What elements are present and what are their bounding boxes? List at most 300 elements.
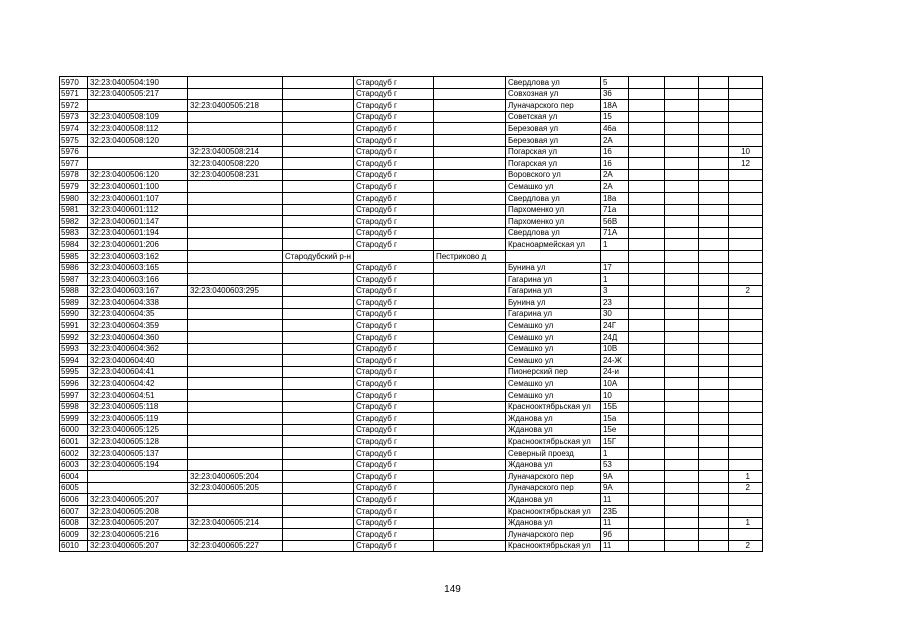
table-cell	[628, 100, 664, 112]
table-cell	[728, 123, 762, 135]
table-cell	[628, 529, 664, 541]
table-cell: 2А	[600, 181, 628, 193]
table-cell: 32:23:0400605:216	[88, 529, 188, 541]
table-cell: 32:23:0400605:207	[88, 517, 188, 529]
table-cell	[433, 274, 505, 286]
table-cell	[283, 146, 354, 158]
table-cell	[698, 366, 728, 378]
table-cell: 24Г	[600, 320, 628, 332]
table-row	[60, 134, 763, 146]
table-cell	[628, 459, 664, 471]
table-cell: Советская ул	[505, 111, 600, 123]
table-cell	[728, 308, 762, 320]
table-cell: 6007	[60, 505, 88, 517]
table-row	[60, 250, 763, 262]
table-cell: 18а	[600, 192, 628, 204]
table-cell	[698, 424, 728, 436]
table-cell: 32:23:0400604:362	[88, 343, 188, 355]
table-row	[60, 100, 763, 112]
table-cell: Свердлова ул	[505, 192, 600, 204]
table-row	[60, 413, 763, 425]
table-row	[60, 123, 763, 135]
table-cell: 32:23:0400505:217	[88, 88, 188, 100]
table-cell	[188, 343, 283, 355]
table-cell	[188, 529, 283, 541]
table-cell	[698, 297, 728, 309]
table-cell	[628, 343, 664, 355]
table-cell: 32:23:0400605:194	[88, 459, 188, 471]
table-cell: 2А	[600, 169, 628, 181]
table-cell	[628, 424, 664, 436]
table-cell: 11	[600, 494, 628, 506]
table-row	[60, 320, 763, 332]
table-row	[60, 88, 763, 100]
table-cell: 32:23:0400603:166	[88, 274, 188, 286]
table-row	[60, 181, 763, 193]
table-row	[60, 239, 763, 251]
table-cell: Стародуб г	[353, 413, 433, 425]
table-cell: 5992	[60, 332, 88, 344]
table-cell: 6010	[60, 540, 88, 552]
table-cell	[283, 227, 354, 239]
table-cell	[664, 123, 698, 135]
table-cell	[664, 355, 698, 367]
table-cell: Свердлова ул	[505, 77, 600, 89]
table-cell	[628, 540, 664, 552]
table-cell: Воровского ул	[505, 169, 600, 181]
table-cell	[283, 517, 354, 529]
table-cell	[628, 482, 664, 494]
table-row	[60, 424, 763, 436]
table-cell	[433, 204, 505, 216]
table-cell: 32:23:0400605:137	[88, 448, 188, 460]
table-cell	[664, 227, 698, 239]
table-cell	[698, 77, 728, 89]
table-cell: Стародуб г	[353, 146, 433, 158]
table-row	[60, 529, 763, 541]
table-cell	[433, 77, 505, 89]
table-cell	[283, 424, 354, 436]
table-cell: 6002	[60, 448, 88, 460]
table-cell: 9А	[600, 471, 628, 483]
table-cell	[698, 401, 728, 413]
table-cell	[188, 378, 283, 390]
table-cell	[664, 297, 698, 309]
table-cell	[283, 216, 354, 228]
table-row	[60, 471, 763, 483]
table-cell	[283, 123, 354, 135]
table-cell: Семашко ул	[505, 181, 600, 193]
table-row	[60, 505, 763, 517]
table-cell	[664, 529, 698, 541]
table-cell: Семашко ул	[505, 343, 600, 355]
table-row	[60, 390, 763, 402]
table-cell	[283, 390, 354, 402]
table-cell	[728, 436, 762, 448]
table-cell	[628, 355, 664, 367]
table-cell: Жданова ул	[505, 459, 600, 471]
table-cell: Совхозная ул	[505, 88, 600, 100]
table-cell: Стародуб г	[353, 308, 433, 320]
table-cell: Луначарского пер	[505, 482, 600, 494]
table-cell	[283, 181, 354, 193]
table-cell	[664, 88, 698, 100]
table-cell	[728, 355, 762, 367]
table-cell: 32:23:0400604:360	[88, 332, 188, 344]
table-cell: Стародуб г	[353, 192, 433, 204]
table-cell: 5978	[60, 169, 88, 181]
table-cell: 23	[600, 297, 628, 309]
table-cell	[628, 320, 664, 332]
table-cell	[698, 192, 728, 204]
table-cell	[628, 436, 664, 448]
table-cell: 6009	[60, 529, 88, 541]
table-cell: 10В	[600, 343, 628, 355]
table-row	[60, 297, 763, 309]
table-cell: 5994	[60, 355, 88, 367]
table-cell	[188, 390, 283, 402]
table-cell: 5976	[60, 146, 88, 158]
table-row	[60, 517, 763, 529]
table-cell	[283, 192, 354, 204]
table-cell: 32:23:0400605:214	[188, 517, 283, 529]
table-cell	[728, 390, 762, 402]
table-cell	[698, 482, 728, 494]
table-cell: 32:23:0400601:107	[88, 192, 188, 204]
table-cell	[188, 494, 283, 506]
table-cell: 36	[600, 88, 628, 100]
table-cell: 24-Ж	[600, 355, 628, 367]
table-cell	[698, 216, 728, 228]
table-cell	[283, 401, 354, 413]
table-row	[60, 158, 763, 170]
table-cell	[283, 366, 354, 378]
table-cell	[664, 181, 698, 193]
table-cell	[664, 216, 698, 228]
table-cell	[728, 169, 762, 181]
table-cell: Стародуб г	[353, 100, 433, 112]
table-cell: Семашко ул	[505, 390, 600, 402]
table-cell	[628, 169, 664, 181]
table-cell: 32:23:0400504:190	[88, 77, 188, 89]
table-cell: Стародуб г	[353, 355, 433, 367]
table-cell: 32:23:0400604:359	[88, 320, 188, 332]
table-cell: 5981	[60, 204, 88, 216]
table-cell	[728, 459, 762, 471]
table-cell	[698, 459, 728, 471]
table-cell: 53	[600, 459, 628, 471]
table-cell	[728, 413, 762, 425]
table-cell	[433, 390, 505, 402]
table-cell	[283, 239, 354, 251]
table-cell	[698, 158, 728, 170]
table-cell	[728, 262, 762, 274]
table-cell	[188, 88, 283, 100]
table-cell: 3	[600, 285, 628, 297]
table-row	[60, 227, 763, 239]
table-cell: Стародуб г	[353, 77, 433, 89]
table-cell	[283, 204, 354, 216]
table-cell: 32:23:0400508:109	[88, 111, 188, 123]
table-cell	[664, 436, 698, 448]
table-cell	[283, 88, 354, 100]
table-cell: 6005	[60, 482, 88, 494]
table-cell	[698, 250, 728, 262]
page-number: 149	[444, 584, 461, 595]
table-cell: 5972	[60, 100, 88, 112]
table-cell	[698, 204, 728, 216]
table-cell: 32:23:0400603:295	[188, 285, 283, 297]
table-cell: 32:23:0400604:51	[88, 390, 188, 402]
table-cell: 5988	[60, 285, 88, 297]
table-cell: 5974	[60, 123, 88, 135]
table-cell	[283, 134, 354, 146]
table-cell	[283, 77, 354, 89]
table-cell: Жданова ул	[505, 517, 600, 529]
table-cell: Стародуб г	[353, 482, 433, 494]
table-cell	[628, 262, 664, 274]
table-row	[60, 366, 763, 378]
table-cell	[188, 123, 283, 135]
table-cell: 32:23:0400508:214	[188, 146, 283, 158]
table-cell	[698, 146, 728, 158]
table-cell	[728, 100, 762, 112]
table-cell: Семашко ул	[505, 320, 600, 332]
table-cell: 2	[728, 540, 762, 552]
table-cell	[698, 436, 728, 448]
table-cell	[728, 216, 762, 228]
table-cell: 5982	[60, 216, 88, 228]
table-cell: Свердлова ул	[505, 227, 600, 239]
table-cell: Стародуб г	[353, 436, 433, 448]
table-cell: 16	[600, 146, 628, 158]
table-cell	[188, 448, 283, 460]
table-cell: 32:23:0400508:120	[88, 134, 188, 146]
table-cell: 5989	[60, 297, 88, 309]
table-cell	[188, 505, 283, 517]
table-cell: Погарская ул	[505, 146, 600, 158]
table-cell	[283, 111, 354, 123]
table-cell: 5990	[60, 308, 88, 320]
table-cell	[728, 77, 762, 89]
table-cell	[698, 181, 728, 193]
table-cell: Северный проезд	[505, 448, 600, 460]
table-cell	[698, 505, 728, 517]
table-cell: 5971	[60, 88, 88, 100]
table-cell: 6000	[60, 424, 88, 436]
table-cell	[698, 285, 728, 297]
table-cell	[353, 250, 433, 262]
table-cell	[433, 448, 505, 460]
table-cell	[728, 505, 762, 517]
table-row	[60, 355, 763, 367]
table-cell	[664, 158, 698, 170]
table-cell: Стародуб г	[353, 239, 433, 251]
table-cell	[188, 227, 283, 239]
table-cell: 2	[728, 482, 762, 494]
table-cell	[88, 100, 188, 112]
table-cell: Краснооктябрьская ул	[505, 540, 600, 552]
table-cell	[664, 239, 698, 251]
table-cell	[283, 505, 354, 517]
table-cell: 6006	[60, 494, 88, 506]
table-cell	[664, 274, 698, 286]
table-cell	[698, 343, 728, 355]
table-cell: Стародуб г	[353, 227, 433, 239]
table-cell	[698, 355, 728, 367]
table-cell: Жданова ул	[505, 494, 600, 506]
table-cell: 32:23:0400604:40	[88, 355, 188, 367]
table-cell	[433, 482, 505, 494]
table-cell: Стародуб г	[353, 505, 433, 517]
table-cell: 32:23:0400603:167	[88, 285, 188, 297]
table-row	[60, 378, 763, 390]
table-cell: 32:23:0400605:207	[88, 494, 188, 506]
table-cell: 32:23:0400506:120	[88, 169, 188, 181]
table-cell: 5979	[60, 181, 88, 193]
table-cell: Гагарина ул	[505, 308, 600, 320]
table-row	[60, 448, 763, 460]
table-cell: Стародуб г	[353, 158, 433, 170]
table-cell	[698, 529, 728, 541]
table-cell	[664, 320, 698, 332]
table-cell	[433, 285, 505, 297]
table-cell	[188, 308, 283, 320]
table-cell: 15Г	[600, 436, 628, 448]
table-cell: 10	[600, 390, 628, 402]
table-cell	[283, 100, 354, 112]
table-cell	[283, 332, 354, 344]
table-cell: 32:23:0400601:194	[88, 227, 188, 239]
table-cell	[698, 227, 728, 239]
table-cell	[628, 308, 664, 320]
table-cell: 32:23:0400605:119	[88, 413, 188, 425]
table-cell: 15	[600, 111, 628, 123]
table-cell	[283, 413, 354, 425]
table-cell: 32:23:0400508:112	[88, 123, 188, 135]
table-cell	[283, 262, 354, 274]
table-cell	[698, 123, 728, 135]
table-cell: Пестриково д	[433, 250, 505, 262]
table-row	[60, 146, 763, 158]
table-cell	[628, 239, 664, 251]
table-cell: Бунина ул	[505, 297, 600, 309]
table-cell	[283, 540, 354, 552]
table-row	[60, 436, 763, 448]
table-cell	[664, 482, 698, 494]
table-cell: 10А	[600, 378, 628, 390]
table-cell	[433, 192, 505, 204]
table-cell: 5973	[60, 111, 88, 123]
table-cell	[728, 88, 762, 100]
table-cell	[628, 88, 664, 100]
table-cell: Стародуб г	[353, 378, 433, 390]
table-cell: 1	[600, 448, 628, 460]
table-cell: 15е	[600, 424, 628, 436]
table-cell	[283, 482, 354, 494]
table-cell: Красноармейская ул	[505, 239, 600, 251]
table-cell	[433, 111, 505, 123]
table-cell: 32:23:0400601:206	[88, 239, 188, 251]
table-cell: Стародуб г	[353, 285, 433, 297]
table-cell	[505, 250, 600, 262]
table-cell	[664, 111, 698, 123]
table-cell	[628, 390, 664, 402]
table-cell	[664, 192, 698, 204]
registry-table-body	[60, 77, 763, 552]
table-cell	[664, 366, 698, 378]
table-cell: 6004	[60, 471, 88, 483]
table-cell: 32:23:0400604:35	[88, 308, 188, 320]
table-cell: Стародуб г	[353, 401, 433, 413]
table-cell: 5995	[60, 366, 88, 378]
table-row	[60, 77, 763, 89]
table-cell	[188, 77, 283, 89]
table-cell: 5985	[60, 250, 88, 262]
table-cell: 2	[728, 285, 762, 297]
table-cell: 32:23:0400605:128	[88, 436, 188, 448]
table-cell	[664, 169, 698, 181]
table-cell	[728, 366, 762, 378]
table-cell	[664, 262, 698, 274]
table-cell	[433, 413, 505, 425]
table-cell	[728, 494, 762, 506]
table-cell	[698, 169, 728, 181]
table-cell	[664, 471, 698, 483]
table-cell	[698, 471, 728, 483]
table-cell	[728, 134, 762, 146]
table-cell	[628, 123, 664, 135]
table-cell	[728, 378, 762, 390]
table-cell	[698, 320, 728, 332]
table-cell	[433, 227, 505, 239]
table-cell	[698, 134, 728, 146]
table-cell: Погарская ул	[505, 158, 600, 170]
table-cell	[628, 134, 664, 146]
table-cell: Стародуб г	[353, 494, 433, 506]
table-cell: Краснооктябрьская ул	[505, 436, 600, 448]
table-cell	[698, 332, 728, 344]
table-cell: Стародуб г	[353, 540, 433, 552]
table-cell	[188, 216, 283, 228]
table-cell: 71А	[600, 227, 628, 239]
table-cell	[628, 192, 664, 204]
table-cell: Стародуб г	[353, 471, 433, 483]
table-cell	[433, 401, 505, 413]
table-cell	[698, 100, 728, 112]
table-cell	[88, 482, 188, 494]
table-cell	[88, 471, 188, 483]
table-cell: 5983	[60, 227, 88, 239]
table-cell	[698, 448, 728, 460]
table-row	[60, 459, 763, 471]
table-cell	[188, 436, 283, 448]
table-cell: 32:23:0400605:205	[188, 482, 283, 494]
table-cell: Бунина ул	[505, 262, 600, 274]
table-cell	[433, 505, 505, 517]
table-cell: 5996	[60, 378, 88, 390]
table-cell: Березовая ул	[505, 134, 600, 146]
table-cell: 5975	[60, 134, 88, 146]
table-cell	[433, 494, 505, 506]
table-cell	[188, 401, 283, 413]
table-cell: 32:23:0400605:125	[88, 424, 188, 436]
table-cell	[283, 436, 354, 448]
table-cell	[433, 100, 505, 112]
table-cell: 32:23:0400605:118	[88, 401, 188, 413]
table-cell	[628, 517, 664, 529]
table-cell	[628, 274, 664, 286]
